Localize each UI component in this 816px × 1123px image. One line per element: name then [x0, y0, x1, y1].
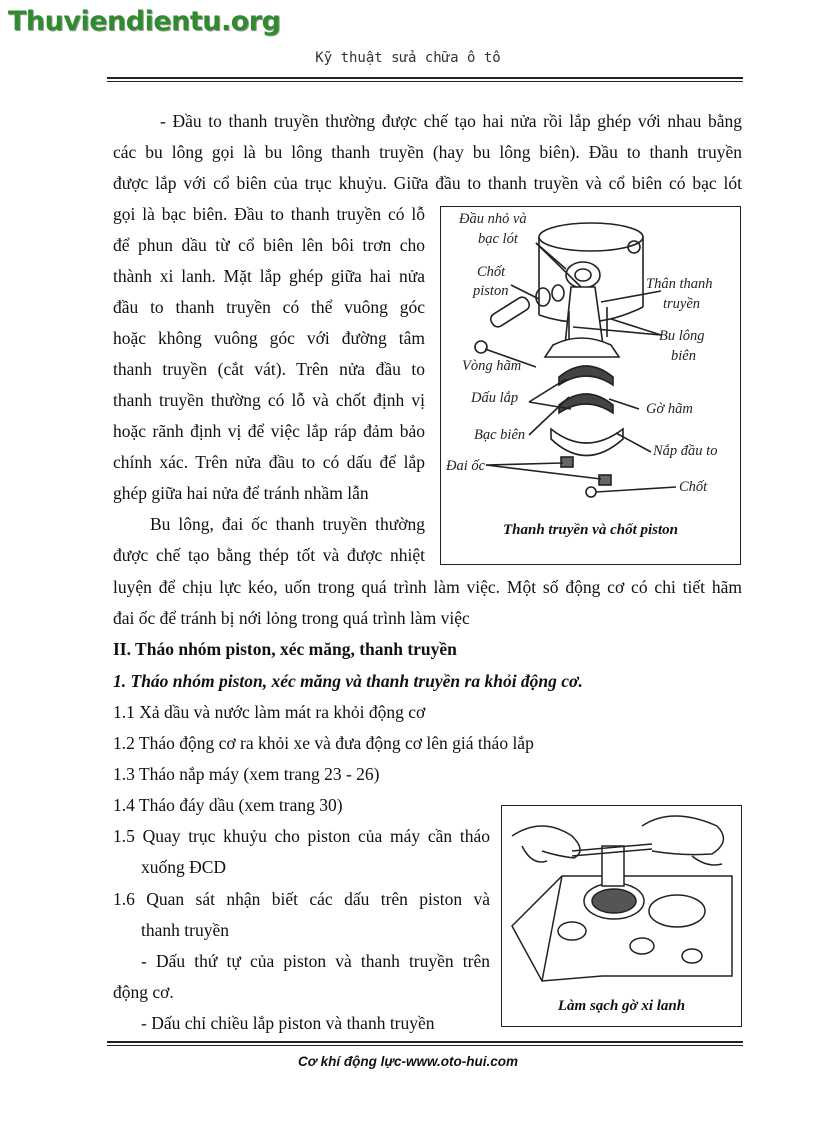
label-bu-long-1: Bu lông	[659, 328, 705, 344]
bullet-1-cont: động cơ.	[113, 982, 174, 1002]
label-than-thanh-2: truyền	[663, 296, 701, 312]
figure1-caption: Thanh truyền và chốt piston	[502, 522, 679, 538]
label-chot: Chốt	[679, 479, 708, 495]
figure-connecting-rod	[440, 206, 741, 565]
p1-line-1: - Đầu to thanh truyền thường được chế tạo hai nửa rồi lắp ghép với nhau bằng	[160, 111, 742, 131]
section-heading: II. Tháo nhóm piston, xéc măng, thanh truyền	[113, 639, 457, 659]
label-chot-piston-2: piston	[473, 283, 509, 299]
p3-line-3: luyện để chịu lực kéo, uốn trong quá trình làm việc. Một số động cơ có chi tiết hãm	[113, 577, 742, 597]
step-1-5: 1.5 Quay trục khuỷu cho piston của máy cần tháo	[113, 826, 490, 846]
subsection-heading: 1. Tháo nhóm piston, xéc măng và thanh truyền ra khỏi động cơ.	[113, 671, 583, 691]
figure2-caption: Làm sạch gờ xi lanh	[557, 998, 686, 1014]
label-bu-long-2: biên	[671, 348, 696, 364]
p3-line-4: đai ốc để tránh bị nới lỏng trong quá trình làm việc	[113, 608, 470, 628]
step-1-1: 1.1 Xả dầu và nước làm mát ra khỏi động cơ	[113, 702, 426, 722]
p2-line-8: hoặc rãnh định vị để việc lắp ráp đảm bảo	[113, 421, 425, 441]
cleaning-cylinder-illustration	[502, 806, 741, 1026]
step-1-3: 1.3 Tháo nắp máy (xem trang 23 - 26)	[113, 764, 380, 784]
step-1-4: 1.4 Tháo đáy dầu (xem trang 30)	[113, 795, 343, 815]
label-dai-oc: Đai ốc	[446, 458, 486, 474]
p2-line-3: thành xi lanh. Mặt lắp ghép giữa hai nửa	[113, 266, 425, 286]
label-dau-nho-2: bạc lót	[478, 231, 518, 247]
header-rule-thin	[107, 81, 743, 82]
footer-rule-thin	[107, 1045, 743, 1046]
label-nap-dau-to: Nắp đầu to	[653, 443, 718, 459]
label-go-ham: Gờ hãm	[646, 401, 693, 417]
step-1-6-cont: thanh truyền	[141, 920, 229, 940]
p3-line-2: được chế tạo bằng thép tốt và được nhiệt	[113, 545, 425, 565]
step-1-2: 1.2 Tháo động cơ ra khỏi xe và đưa động cơ lên giá tháo lắp	[113, 733, 534, 753]
connecting-rod-illustration	[441, 207, 740, 564]
p2-line-1: gọi là bạc biên. Đầu to thanh truyền có lỗ	[113, 204, 425, 224]
p1-line-2: các bu lông gọi là bu lông thanh truyền (hay bu lông biên). Đầu to thanh truyền	[113, 142, 742, 162]
p2-line-4: đầu to thanh truyền có thể vuông góc	[113, 297, 425, 317]
label-than-thanh-1: Thân thanh	[646, 276, 713, 292]
p2-line-9: chính xác. Trên nửa đầu to có dấu để lắp	[113, 452, 425, 472]
site-logo: Thuviendientu.org	[8, 6, 281, 37]
page-header-title: Kỹ thuật sửa chữa ô tô	[315, 50, 501, 66]
footer-rule	[107, 1041, 743, 1043]
p2-line-6: thanh truyền (cắt vát). Trên nửa đầu to	[113, 359, 425, 379]
label-dau-nho-1: Đầu nhỏ và	[459, 211, 527, 227]
label-chot-piston-1: Chốt	[477, 264, 506, 280]
p3-line-1: Bu lông, đai ốc thanh truyền thường	[150, 514, 425, 534]
p2-line-7: thanh truyền thường có lỗ và chốt định vị	[113, 390, 425, 410]
p1-line-3: được lắp với cổ biên của trục khuỷu. Giữa đầu to thanh truyền và cổ biên có bạc lót	[113, 173, 742, 193]
step-1-5-cont: xuống ĐCD	[141, 857, 227, 877]
label-dau-lap: Dấu lắp	[471, 390, 519, 406]
p2-line-10: ghép giữa hai nửa để tránh nhầm lẫn	[113, 483, 369, 503]
page-footer: Cơ khí động lực-www.oto-hui.com	[298, 1054, 518, 1069]
label-bac-bien: Bạc biên	[474, 427, 526, 443]
bullet-2: - Dấu chỉ chiều lắp piston và thanh truyền	[141, 1013, 435, 1033]
bullet-1: - Dấu thứ tự của piston và thanh truyền trên	[141, 951, 490, 971]
p2-line-2: để phun dầu từ cổ biên lên bôi trơn cho	[113, 235, 425, 255]
label-vong-ham: Vòng hãm	[462, 358, 522, 374]
p2-line-5: hoặc không vuông góc với đường tâm	[113, 328, 425, 348]
step-1-6: 1.6 Quan sát nhận biết các dấu trên piston và	[113, 889, 490, 909]
figure-cleaning-cylinder	[501, 805, 742, 1027]
header-rule	[107, 77, 743, 79]
